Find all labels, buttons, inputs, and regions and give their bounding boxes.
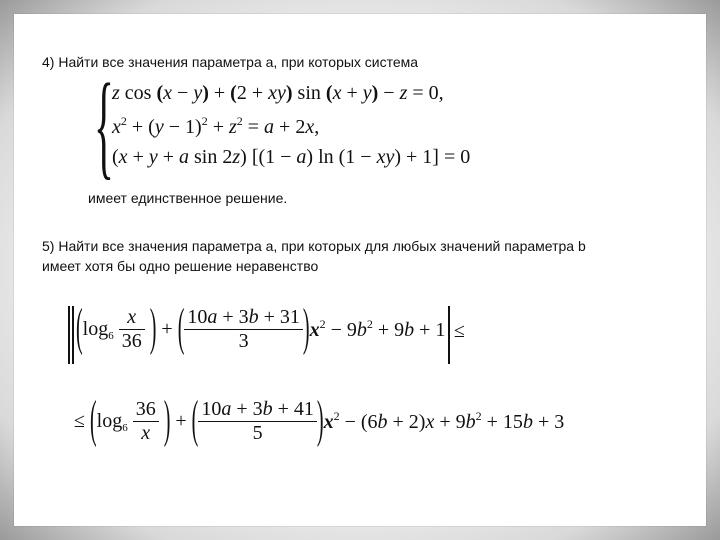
problem-5-heading: 5) Найти все значения параметра а, при которых для любых значений параметра b — [42, 238, 586, 254]
leq-sign-1: ≤ — [454, 320, 465, 342]
problem-4-heading: 4) Найти все значения параметра а, при которых система — [42, 54, 419, 70]
inequality-line-1: ($\log_6$ $\frac{x}{36}$ ) + ( $\frac{10a + 3b + 31}{3}$ )$x^2 - 9b^2 + 9b + 1$ — [76, 299, 446, 357]
abs-bar-right — [448, 306, 450, 364]
equation-1: z cos (x − y) + (2 + xy) sin (x + y) − z = 0, — [112, 82, 444, 104]
problem-5-heading-line2: имеет хотя бы одно решение неравенство — [42, 258, 319, 274]
system-brace: { — [94, 59, 114, 190]
abs-bar-left — [68, 306, 70, 364]
equation-2: $x^2 + (y - 1)^2 + z^2 = a + 2x$, — [112, 114, 320, 138]
inequality-line-2: ≤ ($\log_6$ $\frac{36}{x}$ ) + ( $\frac{10a + 3b + 41}{5}$ )$x^2 - (6b + 2)x + 9b^2 + 15b + 3$ — [74, 391, 565, 449]
abs-bar-left-2 — [72, 306, 74, 364]
equation-3: (x + y + a sin 2z) [(1 − a) ln (1 − xy) + 1] = 0 — [112, 146, 471, 168]
problem-4-tail: имеет единственное решение. — [88, 190, 288, 206]
